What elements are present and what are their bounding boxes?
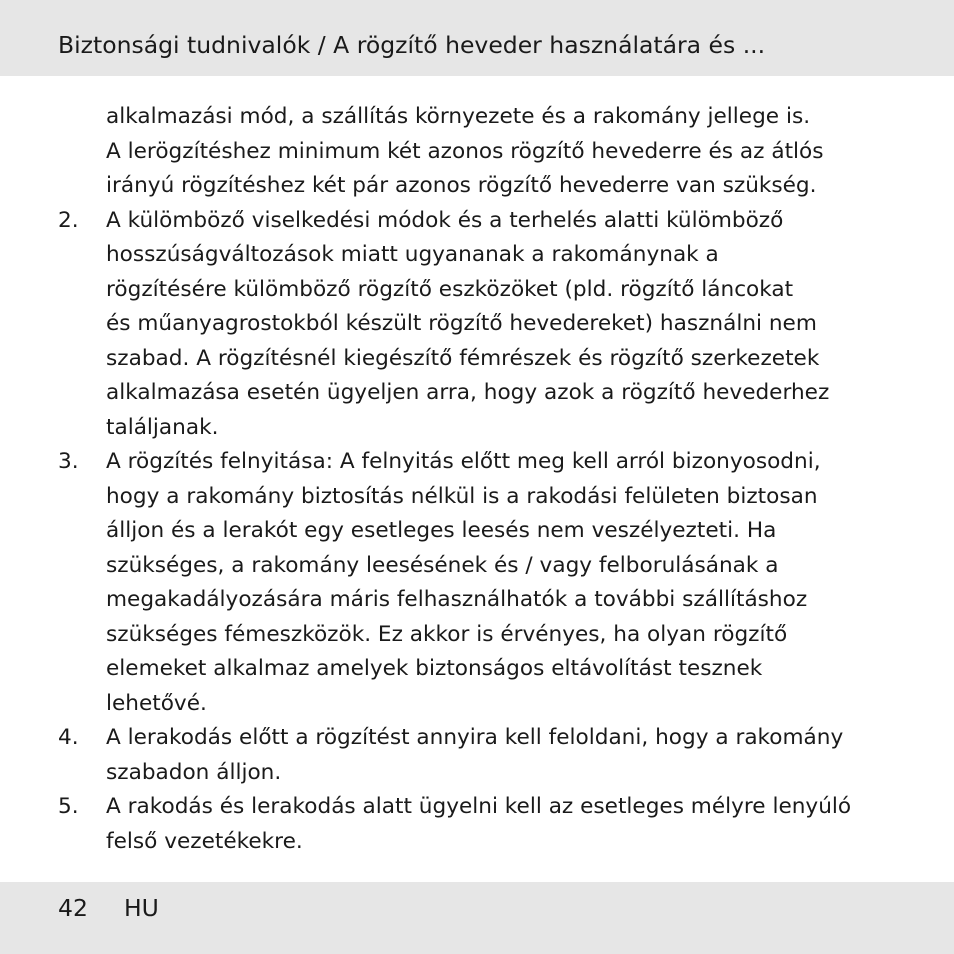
text-line: álljon és a lerakót egy esetleges leesés nem veszélyezteti. Ha <box>106 518 777 543</box>
list-item-number: 2. <box>58 208 79 233</box>
text-line: A külömböző viselkedési módok és a terhelés alatti külömböző <box>106 208 784 233</box>
language-code: HU <box>124 894 159 922</box>
text-line: rögzítésére külömböző rögzítő eszközöket (pld. rögzítő láncokat <box>106 277 794 302</box>
text-line: lehetővé. <box>106 691 207 716</box>
text-line: és műanyagrostokból készült rögzítő hevedereket) használni nem <box>106 311 817 336</box>
text-line: irányú rögzítéshez két pár azonos rögzítő hevederre van szükség. <box>106 173 817 198</box>
text-line: alkalmazása esetén ügyeljen arra, hogy azok a rögzítő hevederhez <box>106 380 830 405</box>
text-line: hogy a rakomány biztosítás nélkül is a rakodási felületen biztosan <box>106 484 818 509</box>
text-line: A lerakodás előtt a rögzítést annyira kell feloldani, hogy a rakomány <box>106 725 844 750</box>
text-line: A rakodás és lerakodás alatt ügyelni kell az esetleges mélyre lenyúló <box>106 794 852 819</box>
list-item-number: 4. <box>58 725 79 750</box>
page-title: Biztonsági tudnivalók / A rögzítő heveder használatára és ... <box>58 31 766 59</box>
text-line: felső vezetékekre. <box>106 829 303 854</box>
text-line: szabad. A rögzítésnél kiegészítő fémrészek és rögzítő szerkezetek <box>106 346 820 371</box>
text-line: találjanak. <box>106 415 219 440</box>
text-line: alkalmazási mód, a szállítás környezete és a rakomány jellege is. <box>106 104 811 129</box>
text-line: A rögzítés felnyitása: A felnyitás előtt meg kell arról bizonyosodni, <box>106 449 821 474</box>
text-line: elemeket alkalmaz amelyek biztonságos eltávolítást tesznek <box>106 656 763 681</box>
text-line: szabadon álljon. <box>106 760 282 785</box>
list-item-number: 5. <box>58 794 79 819</box>
text-line: szükséges fémeszközök. Ez akkor is érvényes, ha olyan rögzítő <box>106 622 788 647</box>
page-header <box>0 0 954 76</box>
text-line: hosszúságváltozások miatt ugyananak a rakománynak a <box>106 242 719 267</box>
text-line: szükséges, a rakomány leesésének és / vagy felborulásának a <box>106 553 779 578</box>
text-line: megakadályozására máris felhasználhatók a további szállításhoz <box>106 587 808 612</box>
text-line: A lerögzítéshez minimum két azonos rögzítő hevederre és az átlós <box>106 139 824 164</box>
list-item-number: 3. <box>58 449 79 474</box>
page-number: 42 <box>58 894 88 922</box>
